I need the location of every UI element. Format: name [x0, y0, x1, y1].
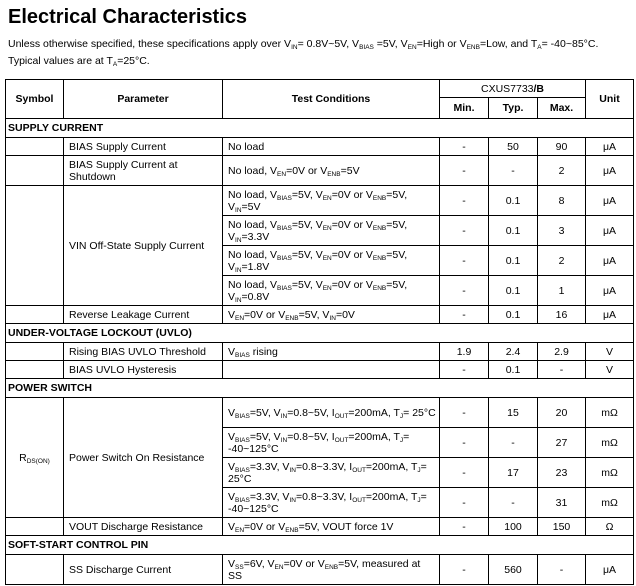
cell-typ: 0.1 — [489, 216, 538, 246]
column-header-unit: Unit — [586, 80, 634, 119]
cell-test-conditions: No load, $V_{EN}=0V$ or $V_{ENB}=5V$ — [223, 156, 440, 186]
cell-typ: - — [489, 488, 538, 518]
cell-unit: μA — [586, 306, 634, 324]
cell-test-conditions: $V_{BIAS}=5V$, $V_{IN}=0.8\sim 5V$, $I_{OUT}=200mA$, $T_J=$ -40~125°C — [223, 428, 440, 458]
device-suffix: /B — [533, 82, 545, 95]
cell-unit: V — [586, 361, 634, 379]
cell-max: 2.9 — [538, 343, 586, 361]
cell-min: - — [440, 555, 489, 585]
cell-test-conditions: No load, $V_{BIAS}=5V$, $V_{EN}=0V$ or $V_{ENB}=5V$, $V_{IN}=3.3V$ — [223, 216, 440, 246]
cell-min: - — [440, 428, 489, 458]
cell-typ: - — [489, 156, 538, 186]
cell-max: - — [538, 361, 586, 379]
intro-line-1: Unless otherwise specified, these specifications apply over $V_{IN}=$ 0.8V~5V, $V_{BIAS} =5V$, $V_{EN}=High$ or $V_{ENB}=Low$, and $T_A=$ -40~85°C. — [8, 38, 599, 51]
cell-min: - — [440, 306, 489, 324]
table-row — [6, 306, 634, 324]
cell-max: 27 — [538, 428, 586, 458]
cell-min: - — [440, 246, 489, 276]
cell-typ: - — [489, 428, 538, 458]
cell-typ: 17 — [489, 458, 538, 488]
cell-test-conditions: No load, $V_{BIAS}=5V$, $V_{EN}=0V$ or $V_{ENB}=5V$, $V_{IN}=5V$ — [223, 186, 440, 216]
cell-parameter: BIAS Supply Current at Shutdown — [64, 156, 223, 186]
column-header-typ: Typ. — [489, 98, 538, 119]
cell-max: 150 — [538, 518, 586, 536]
cell-min: - — [440, 276, 489, 306]
cell-unit: μA — [586, 156, 634, 186]
table-row — [6, 186, 634, 216]
cell-unit: μA — [586, 555, 634, 585]
cell-test-conditions: No load, $V_{BIAS}=5V$, $V_{EN}=0V$ or $V_{ENB}=5V$, $V_{IN}=1.8V$ — [223, 246, 440, 276]
cell-test-conditions: $V_{BIAS}$ rising — [223, 343, 440, 361]
cell-symbol — [6, 555, 64, 585]
cell-unit: Ω — [586, 518, 634, 536]
cell-unit: mΩ — [586, 428, 634, 458]
cell-unit: μA — [586, 186, 634, 216]
intro-line-2: Typical values are at $T_A=25^\circ C$. — [8, 55, 150, 68]
cell-unit: μA — [586, 246, 634, 276]
column-header-max: Max. — [538, 98, 586, 119]
cell-test-conditions: $V_{BIAS}=5V$, $V_{IN}=0.8\sim 5V$, $I_{OUT}=200mA$, $T_J= 25^\circ C$ — [223, 398, 440, 428]
page-title: Electrical Characteristics — [8, 6, 248, 28]
cell-parameter: Reverse Leakage Current — [64, 306, 223, 324]
cell-min: - — [440, 398, 489, 428]
electrical-characteristics-table — [5, 79, 634, 585]
cell-unit: μA — [586, 216, 634, 246]
cell-parameter: Power Switch On Resistance — [64, 398, 223, 518]
table-row — [6, 138, 634, 156]
section-row-soft-start — [6, 536, 634, 555]
cell-typ: 560 — [489, 555, 538, 585]
cell-symbol — [6, 518, 64, 536]
column-header-device — [440, 80, 586, 98]
cell-symbol — [6, 306, 64, 324]
cell-max: 1 — [538, 276, 586, 306]
section-row-uvlo — [6, 324, 634, 343]
device-name: CXUS7733 — [480, 82, 534, 95]
section-row-supply-current — [6, 119, 634, 138]
cell-test-conditions: No load, $V_{BIAS}=5V$, $V_{EN}=0V$ or $V_{ENB}=5V$, $V_{IN}=0.8V$ — [223, 276, 440, 306]
cell-typ: 2.4 — [489, 343, 538, 361]
cell-min: - — [440, 186, 489, 216]
cell-typ: 0.1 — [489, 246, 538, 276]
cell-parameter: BIAS UVLO Hysteresis — [64, 361, 223, 379]
cell-unit: μA — [586, 276, 634, 306]
table-header-row-1 — [6, 80, 634, 98]
cell-parameter: BIAS Supply Current — [64, 138, 223, 156]
cell-max: 3 — [538, 216, 586, 246]
table-row — [6, 343, 634, 361]
cell-test-conditions: $V_{BIAS}=3.3V$, $V_{IN}=0.8\sim 3.3V$, $I_{OUT}=200mA$, $T_J=$ -40~125°C — [223, 488, 440, 518]
cell-typ: 0.1 — [489, 306, 538, 324]
cell-parameter: VOUT Discharge Resistance — [64, 518, 223, 536]
cell-min: 1.9 — [440, 343, 489, 361]
cell-max: 23 — [538, 458, 586, 488]
cell-min: - — [440, 216, 489, 246]
cell-max: 8 — [538, 186, 586, 216]
cell-unit: mΩ — [586, 488, 634, 518]
cell-symbol — [6, 343, 64, 361]
table-row — [6, 156, 634, 186]
cell-typ: 50 — [489, 138, 538, 156]
column-header-parameter: Parameter — [64, 80, 223, 119]
section-label: SUPPLY CURRENT — [6, 119, 634, 138]
cell-symbol: $R_{DS(ON)}$ — [6, 398, 64, 518]
cell-min: - — [440, 361, 489, 379]
cell-max: 2 — [538, 246, 586, 276]
cell-typ: 15 — [489, 398, 538, 428]
cell-test-conditions: $V_{EN}=0V$ or $V_{ENB}=5V$, $V_{IN}=0V$ — [223, 306, 440, 324]
section-row-power-switch — [6, 379, 634, 398]
table-row — [6, 361, 634, 379]
cell-unit: mΩ — [586, 398, 634, 428]
cell-parameter: SS Discharge Current — [64, 555, 223, 585]
cell-test-conditions: $V_{BIAS}=3.3V$, $V_{IN}=0.8\sim 3.3V$, $I_{OUT}=200mA$, $T_J= 25^\circ C$ — [223, 458, 440, 488]
column-header-test-conditions: Test Conditions — [223, 80, 440, 119]
cell-test-conditions: $V_{SS}=6V$, $V_{EN}=0V$ or $V_{ENB}=5V$, measured at SS — [223, 555, 440, 585]
column-header-symbol: Symbol — [6, 80, 64, 119]
cell-symbol — [6, 138, 64, 156]
section-label: UNDER-VOLTAGE LOCKOUT (UVLO) — [6, 324, 634, 343]
cell-unit: μA — [586, 138, 634, 156]
cell-max: - — [538, 555, 586, 585]
cell-max: 90 — [538, 138, 586, 156]
cell-typ: 100 — [489, 518, 538, 536]
table-row — [6, 555, 634, 585]
cell-min: - — [440, 458, 489, 488]
cell-unit: V — [586, 343, 634, 361]
table-row — [6, 398, 634, 428]
cell-min: - — [440, 138, 489, 156]
cell-typ: 0.1 — [489, 186, 538, 216]
cell-max: 2 — [538, 156, 586, 186]
cell-min: - — [440, 156, 489, 186]
cell-max: 31 — [538, 488, 586, 518]
cell-test-conditions — [223, 361, 440, 379]
cell-max: 20 — [538, 398, 586, 428]
cell-test-conditions: No load — [223, 138, 440, 156]
cell-typ: 0.1 — [489, 276, 538, 306]
section-label: SOFT-START CONTROL PIN — [6, 536, 634, 555]
cell-symbol — [6, 156, 64, 186]
cell-symbol — [6, 361, 64, 379]
column-header-min: Min. — [440, 98, 489, 119]
intro-paragraph — [8, 36, 633, 70]
table-row — [6, 518, 634, 536]
cell-typ: 0.1 — [489, 361, 538, 379]
cell-symbol — [6, 186, 64, 306]
cell-parameter: VIN Off-State Supply Current — [64, 186, 223, 306]
section-label: POWER SWITCH — [6, 379, 634, 398]
cell-test-conditions: $V_{EN}=0V$ or $V_{ENB}=5V$, VOUT force 1V — [223, 518, 440, 536]
cell-max: 16 — [538, 306, 586, 324]
cell-unit: mΩ — [586, 458, 634, 488]
cell-min: - — [440, 518, 489, 536]
cell-min: - — [440, 488, 489, 518]
cell-parameter: Rising BIAS UVLO Threshold — [64, 343, 223, 361]
